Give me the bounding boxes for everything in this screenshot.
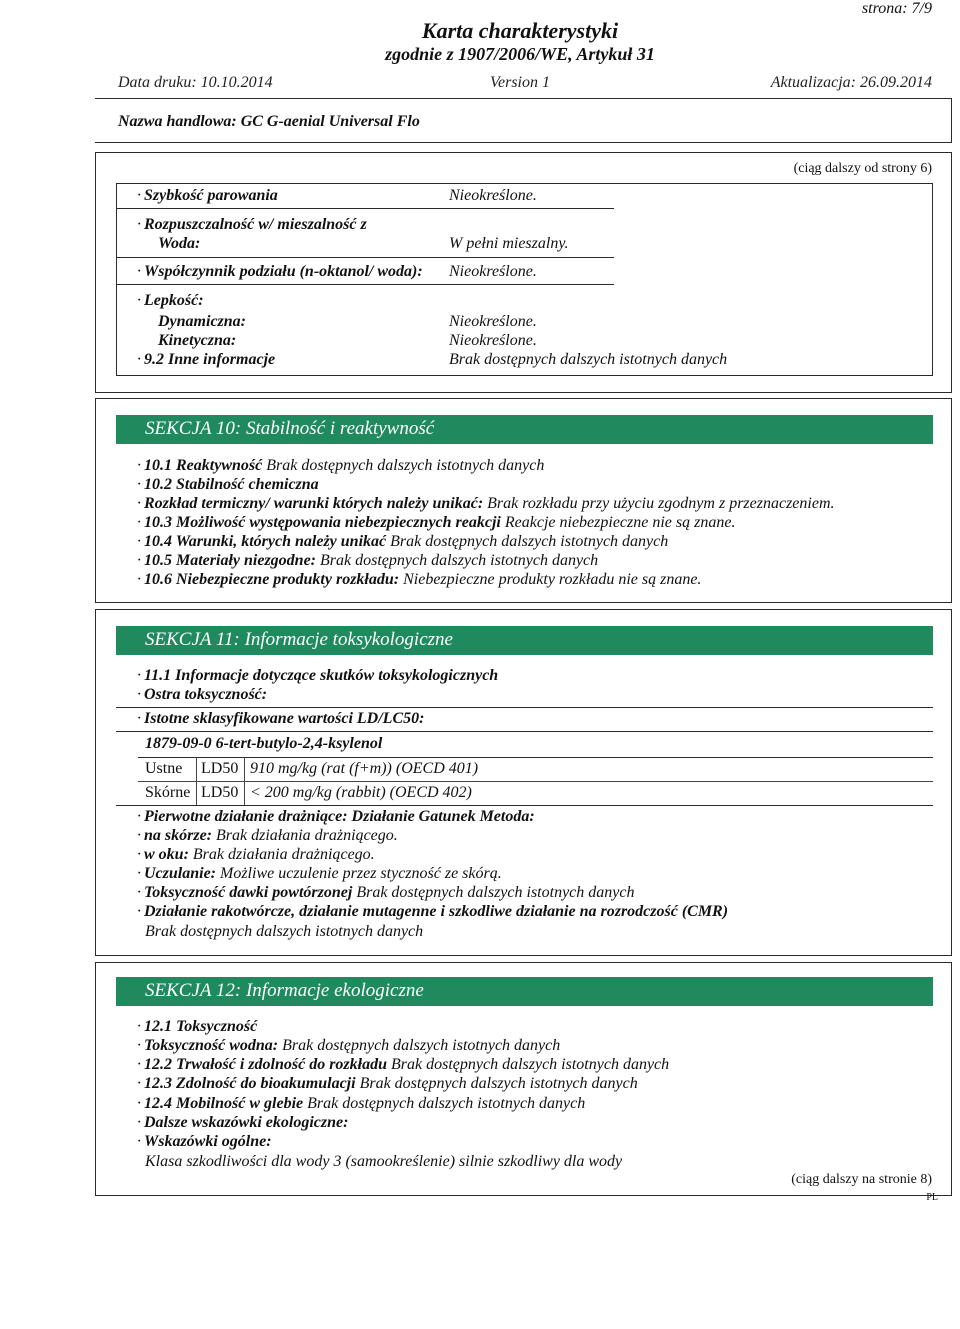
soil-mobility-line: · 12.4 Mobilność w glebie Brak dostępnych dalszych istotnych danych — [137, 1095, 586, 1112]
language-code: PL — [926, 1192, 938, 1203]
section-10-title: SEKCJA 10: Stabilność i reaktywność — [116, 415, 933, 444]
table-column-divider — [196, 757, 197, 805]
row-divider — [116, 284, 614, 285]
update-date: Aktualizacja: 26.09.2014 — [770, 74, 932, 91]
ld-lc50-line: · Istotne sklasyfikowane wartości LD/LC50: — [137, 710, 425, 727]
thermal-decomposition-line: · Rozkład termiczny/ warunki których należy unikać: Brak rozkładu przy użyciu zgodnym z przeznaczeniem. — [137, 495, 835, 512]
header-rule — [95, 98, 952, 99]
decomposition-products-line: · 10.6 Niebezpieczne produkty rozkładu: Niebezpieczne produkty rozkładu nie są znane. — [137, 571, 702, 588]
table-rule — [138, 781, 933, 782]
water-value: W pełni mieszalny. — [449, 235, 569, 252]
sensitization-line: · Uczulanie: Możliwe uczulenie przez styczność ze skórą. — [137, 865, 502, 882]
kinematic-value: Nieokreślone. — [449, 332, 537, 349]
row-divider — [116, 257, 614, 258]
table-row-route: Skórne — [145, 784, 191, 801]
acute-toxicity-line: · Ostra toksyczność: — [137, 686, 268, 703]
dynamic-label: Dynamiczna: — [158, 313, 246, 330]
general-notes-line: · Wskazówki ogólne: — [137, 1133, 272, 1150]
skin-line: · na skórze: Brak działania drażniącego. — [137, 827, 398, 844]
incompatible-materials-line: · 10.5 Materiały niezgodne: Brak dostępnych dalszych istotnych danych — [137, 552, 599, 569]
table-top-rule — [116, 707, 933, 708]
trade-name-rule — [95, 142, 952, 143]
table-row-value: < 200 mg/kg (rabbit) (OECD 402) — [250, 784, 472, 801]
solubility-label: · Rozpuszczalność w/ mieszalność z — [137, 216, 367, 233]
eye-line: · w oku: Brak działania drażniącego. — [137, 846, 375, 863]
repeated-dose-line: · Toksyczność dawki powtórzonej Brak dostępnych dalszych istotnych danych — [137, 884, 635, 901]
document-subtitle: zgodnie z 1907/2006/WE, Artykuł 31 — [385, 44, 655, 64]
bioaccumulation-line: · 12.3 Zdolność do bioakumulacji Brak dostępnych dalszych istotnych danych — [137, 1075, 638, 1092]
viscosity-label: · Lepkość: — [137, 292, 204, 309]
water-label: Woda: — [158, 235, 201, 252]
dynamic-value: Nieokreślone. — [449, 313, 537, 330]
evaporation-label: · Szybkość parowania — [137, 187, 278, 204]
further-eco-line: · Dalsze wskazówki ekologiczne: — [137, 1114, 349, 1131]
table-bottom-rule — [116, 805, 933, 806]
table-row-value: 910 mg/kg (rat (f+m)) (OECD 401) — [250, 760, 479, 777]
hazardous-reactions-line: · 10.3 Możliwość występowania niebezpiecznych reakcji Reakcje niebezpieczne nie są znane. — [137, 514, 736, 531]
tox-effects-line: · 11.1 Informacje dotyczące skutków toksykologicznych — [137, 667, 499, 684]
cmr-line: · Działanie rakotwórcze, działanie mutagenne i szkodliwe działanie na rozrodczość (CMR) — [137, 903, 729, 920]
reactivity-line: · 10.1 Reaktywność Brak dostępnych dalszych istotnych danych — [137, 457, 545, 474]
substance-name: 1879-09-0 6-tert-butylo-2,4-ksylenol — [145, 735, 383, 752]
other-info-value: Brak dostępnych dalszych istotnych danych — [449, 351, 728, 368]
document-title: Karta charakterystyki — [421, 18, 619, 43]
page-number: strona: 7/9 — [861, 0, 932, 17]
conditions-to-avoid-line: · 10.4 Warunki, których należy unikać Brak dostępnych dalszych istotnych danych — [137, 533, 669, 550]
trade-name: Nazwa handlowa: GC G-aenial Universal Flo — [118, 113, 420, 130]
evaporation-value: Nieokreślone. — [449, 187, 537, 204]
water-hazard-class: Klasa szkodliwości dla wody 3 (samookreślenie) silnie szkodliwy dla wody — [145, 1153, 623, 1170]
cmr-value: Brak dostępnych dalszych istotnych danych — [145, 923, 424, 940]
table-rule — [116, 731, 933, 732]
persistence-line: · 12.2 Trwałość i zdolność do rozkładu Brak dostępnych dalszych istotnych danych — [137, 1056, 670, 1073]
partition-label: · Współczynnik podziału (n-oktanol/ woda): — [137, 263, 423, 280]
section-12-title: SEKCJA 12: Informacje ekologiczne — [116, 977, 933, 1006]
section-11-title: SEKCJA 11: Informacje toksykologiczne — [116, 626, 933, 655]
version: Version 1 — [490, 74, 550, 91]
print-date: Data druku: 10.10.2014 — [118, 74, 273, 91]
kinematic-label: Kinetyczna: — [158, 332, 237, 349]
header-right-border — [951, 98, 952, 142]
continued-from: (ciąg dalszy od strony 6) — [793, 161, 932, 176]
partition-value: Nieokreślone. — [449, 263, 537, 280]
row-divider — [116, 208, 614, 209]
aquatic-toxicity-line: · Toksyczność wodna: Brak dostępnych dalszych istotnych danych — [137, 1037, 561, 1054]
irritation-line: · Pierwotne działanie drażniące: Działanie Gatunek Metoda: — [137, 808, 535, 825]
table-row-type: LD50 — [201, 784, 239, 801]
chemical-stability-line: · 10.2 Stabilność chemiczna — [137, 476, 319, 493]
table-row-route: Ustne — [145, 760, 183, 777]
table-column-divider — [244, 757, 245, 805]
table-rule — [138, 757, 933, 758]
toxicity-line: · 12.1 Toksyczność — [137, 1018, 258, 1035]
table-row-type: LD50 — [201, 760, 239, 777]
continued-to: (ciąg dalszy na stronie 8) — [791, 1172, 932, 1187]
other-info-label: · 9.2 Inne informacje — [137, 351, 276, 368]
